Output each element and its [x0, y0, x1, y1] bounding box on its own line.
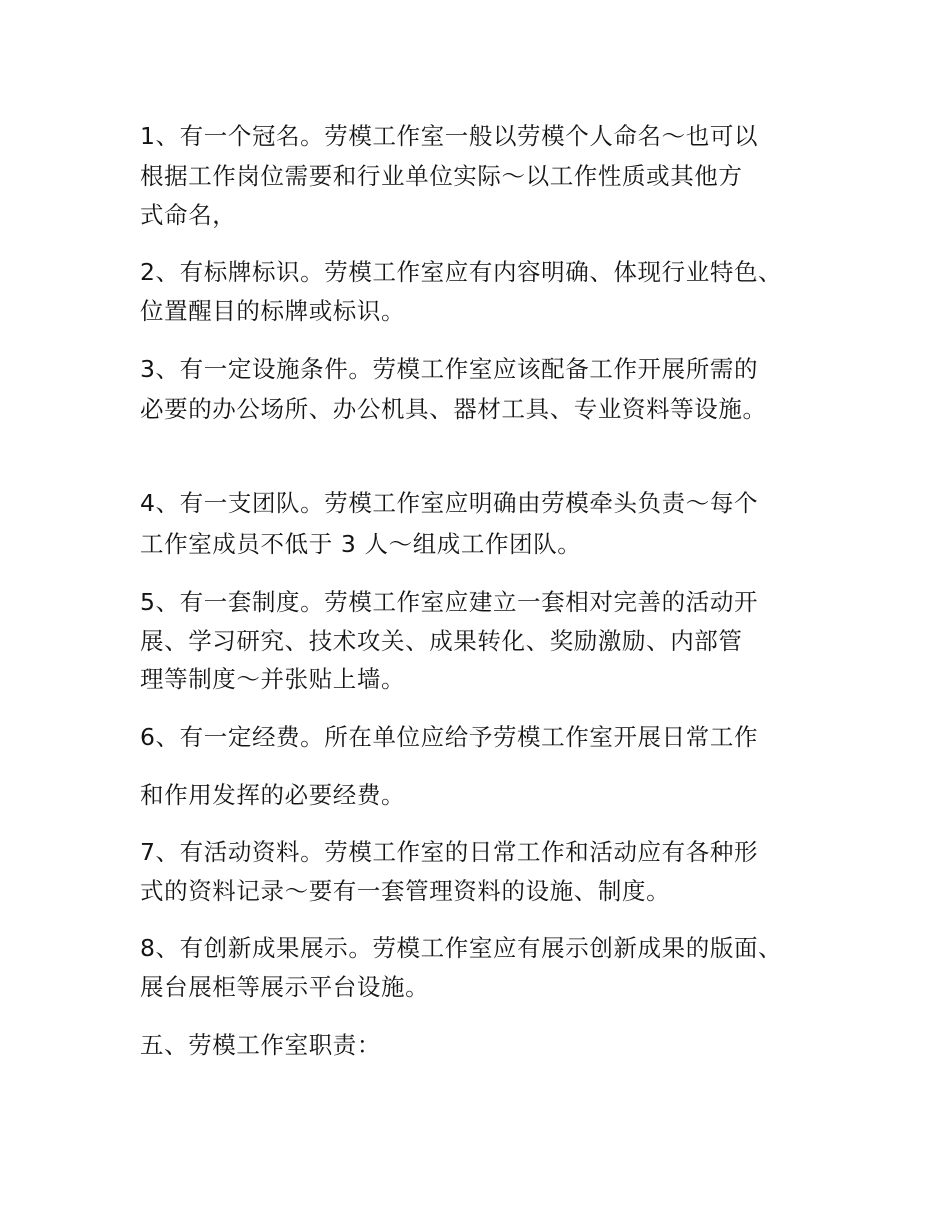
- paragraph-7-line-2: 式的资料记录～要有一套管理资料的设施、制度。: [140, 877, 671, 905]
- paragraph-8-line-2: 展台展柜等展示平台设施。: [140, 973, 430, 1001]
- paragraph-1-line-1: 1、有一个冠名。劳模工作室一般以劳模个人命名～也可以: [140, 122, 759, 150]
- paragraph-6-line-1: 6、有一定经费。所在单位应给予劳模工作室开展日常工作: [140, 723, 759, 751]
- paragraph-2-line-2: 位置醒目的标牌或标识。: [140, 297, 406, 325]
- paragraph-3-line-1: 3、有一定设施条件。劳模工作室应该配备工作开展所需的: [140, 355, 759, 383]
- paragraph-1-line-2: 根据工作岗位需要和行业单位实际～以工作性质或其他方: [140, 162, 743, 190]
- paragraph-7-line-1: 7、有活动资料。劳模工作室的日常工作和活动应有各种形: [140, 838, 759, 866]
- paragraph-2-line-1: 2、有标牌标识。劳模工作室应有内容明确、体现行业特色、: [140, 258, 783, 286]
- paragraph-4-line-2: 工作室成员不低于 3 人～组成工作团队。: [140, 530, 582, 558]
- paragraph-5-line-1: 5、有一套制度。劳模工作室应建立一套相对完善的活动开: [140, 588, 759, 616]
- paragraph-5-line-3: 理等制度～并张贴上墙。: [140, 665, 406, 693]
- paragraph-3-line-2: 必要的办公场所、办公机具、器材工具、专业资料等设施。: [140, 395, 767, 423]
- paragraph-5-line-2: 展、学习研究、技术攻关、成果转化、奖励激励、内部管: [140, 627, 743, 655]
- paragraph-8-line-1: 8、有创新成果展示。劳模工作室应有展示创新成果的版面、: [140, 934, 783, 962]
- section-heading: 五、劳模工作室职责：: [140, 1031, 381, 1059]
- paragraph-4-line-1: 4、有一支团队。劳模工作室应明确由劳模牵头负责～每个: [140, 489, 759, 517]
- paragraph-1-line-3: 式命名，: [140, 201, 237, 229]
- paragraph-6-line-2: 和作用发挥的必要经费。: [140, 781, 406, 809]
